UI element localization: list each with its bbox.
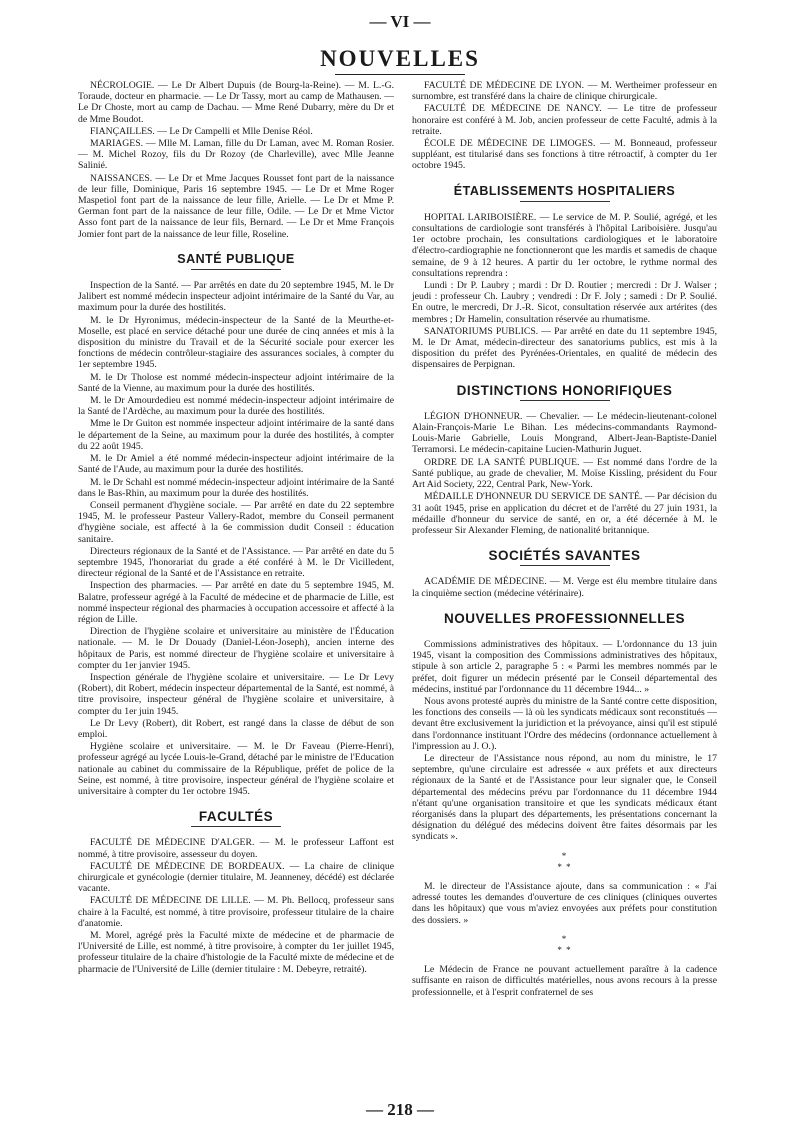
etablissement-paragraph: SANATORIUMS PUBLICS. — Par arrêté en date du 11 septembre 1945, M. le Dr Amat, médecin-directeur des sanatoriums publics, est mis à la disposition du préfet des Pyrénées-Orientales, en qualité de médecin des dispensaires de Perpignan.: [412, 325, 717, 371]
societe-paragraph: ACADÉMIE DE MÉDECINE. — M. Verge est élu membre titulaire dans la cinquième section (médecine vétérinaire).: [412, 576, 717, 599]
faculte-paragraph: FACULTÉ DE MÉDECINE DE NANCY. — Le titre de professeur honoraire est conféré à M. Job, ancien professeur de cette Faculté, admis à la retraite.: [412, 103, 717, 137]
faculte-paragraph: FACULTÉ DE MÉDECINE D'ALGER. — M. le professeur Laffont est nommé, à titre provisoire, assesseur du doyen.: [78, 837, 394, 860]
sante-paragraph: Hygiène scolaire et universitaire. — M. le Dr Faveau (Pierre-Henri), professeur agrégé au lycée Louis-le-Grand, détaché par le ministre de l'Education nationale au cabinet du commissaire de la République, préfet de police de la Seine, est nommé, à titre provisoire, inspecteur général de l'hygiène scolaire et universitaire à compter du 1er octobre 1945.: [78, 741, 394, 797]
sante-paragraph: Inspection de la Santé. — Par arrêtés en date du 20 septembre 1945, M. le Dr Jalibert est nommé médecin inspecteur adjoint intérimaire de la Santé du Var, au maximum pour la durée des hostilités.: [78, 280, 394, 314]
sante-paragraph: M. le Dr Schahl est nommé médecin-inspecteur adjoint intérimaire de la Santé dans le Bas-Rhin, au maximum pour la durée des hostilités.: [78, 476, 394, 499]
distinction-paragraph: LÉGION D'HONNEUR. — Chevalier. — Le médecin-lieutenant-colonel Alain-François-Marie Le Bihan. Les médecins-commandants Raymond-Louis-Marie Gabrielle, Louis Mongrand, Albert-Jean-Baptiste-Daniel Terramorsi. Le médecin-capitaine Lucien-Mathurin Juguet.: [412, 410, 717, 456]
section-rule: [520, 201, 610, 202]
sante-paragraph: M. le Dr Hyronimus, médecin-inspecteur de la Santé de la Meurthe-et-Moselle, est placé en service détaché pour une durée de cinq années et mis à la disposition du ministre du Travail et de la Sécurité sociale pour exercer les fonctions de médecin contrôleur-stagiaire des assurances sociales, à compter du 1er septembre 1945.: [78, 314, 394, 371]
left-column: [78, 80, 394, 976]
professionnelle-paragraph: M. le directeur de l'Assistance ajoute, dans sa communication : « J'ai adressé toutes les demandes d'ouverture de ces cliniques (cliniques ouvertes dans les hôpitaux) que vous m'aviez envoyées aux préfets pour constitution des dossiers. »: [412, 880, 717, 926]
section-rule: [520, 628, 610, 629]
distinction-paragraph: ORDRE DE LA SANTÉ PUBLIQUE. — Est nommé dans l'ordre de la Santé publique, au grade de chevalier, M. Moïse Kissling, président du Four Art Aid Society, 222, Central Park, New-York.: [412, 456, 717, 491]
section-rule: [191, 826, 281, 827]
professionnelle-paragraph: Nous avons protesté auprès du ministre de la Santé contre cette disposition, les fonctions des conseils — là où les syndicats médicaux sont reconstitués — devant être exclusivement la juridiction et la prévoyance, ainsi qu'il est stipulé dans l'ordonnance instituant l'Ordre des médecins (ordonnance actuellement à l'impression au J. O.).: [412, 695, 717, 752]
etablissement-paragraph: HOPITAL LARIBOISIÈRE. — Le service de M. P. Soulié, agrégé, et les consultations de cardiologie sont transférés à l'hôpital Lariboisière. Jusqu'au 1er octobre prochain, les consultations cardiologiques et le laboratoire d'électro-cardiographie ne fonctionneront que les mardis et samedis de chaque semaine, de 9 à 12 heures. A partir du 1er octobre, le rythme normal des consultations reprendra :: [412, 211, 717, 279]
faculte-paragraph: FACULTÉ DE MÉDECINE DE LYON. — M. Wertheimer professeur en surnombre, est transféré dans la chaire de clinique chirurgicale.: [412, 80, 717, 103]
sante-paragraph: M. le Dr Amourdedieu est nommé médecin-inspecteur adjoint intérimaire de la Santé de l'Ardèche, au maximum pour la durée des hostilités.: [78, 395, 394, 418]
facultes-heading: FACULTÉS: [198, 809, 274, 825]
distinction-paragraph: MÉDAILLE D'HONNEUR DU SERVICE DE SANTÉ. — Par décision du 31 août 1945, prise en application du décret et de l'arrêté du 27 juin 1931, la médaille d'honneur du service de santé, en or, a été décernée à M. le professeur Sir Alexander Fleming, de nationalité britannique.: [412, 491, 717, 536]
mariages-paragraph: MARIAGES. — Mlle M. Laman, fille du Dr Laman, avec M. Roman Rosier. — M. Michel Rozoy, fils du Dr Rozoy (de Charleville), avec Mlle Jeanne Salinié.: [78, 138, 394, 172]
professionnelle-paragraph: Le directeur de l'Assistance nous répond, au nom du ministre, le 17 septembre, qu'une circulaire est adressée « aux préfets et aux directeurs régionaux de la Santé et de l'Assistance pour leur signaler que, le Conseil départemental des médecins prévu par l'ordonnance du 11 décembre 1944 n'étant qu'une organisation transitoire et que les syndicats médicaux étant réorganisés dans la plupart des départements, les présentations concernant la désignation du délégué des médecins doivent être faites désormais par les syndicats ».: [412, 752, 717, 843]
necrologie-paragraph: NÉCROLOGIE. — Le Dr Albert Dupuis (de Bourg-la-Reine). — M. L.-G. Toraude, docteur en pharmacie. — Le Dr Tassy, mort au camp de Mathausen. — Le Dr Choste, mort au camp de Dachau. — Mme René Dubarry, mère du Dr et de Mme Boudot.: [78, 80, 394, 125]
page-number: — 218 —: [366, 1100, 434, 1119]
section-rule: [191, 269, 281, 270]
page-roman-numeral: — VI —: [369, 12, 431, 31]
asterism-separator: * * *: [557, 850, 572, 872]
asterism-separator: * * *: [557, 933, 572, 955]
sante-paragraph: Directeurs régionaux de la Santé et de l'Assistance. — Par arrêté en date du 5 septembre 1945, l'honorariat du grade a été conféré à M. le Dr Vicilledent, directeur régional de la Santé et de l'Assistance en retraite.: [78, 545, 394, 580]
sante-paragraph: Inspection des pharmacies. — Par arrêté en date du 5 septembre 1945, M. Balatre, professeur agrégé à la Faculté de médecine et de pharmacie de Lille, est nommé inspecteur régional des pharmacies à occupation accessoire et affecté à la région de Lille.: [78, 580, 394, 625]
etablissements-heading: ÉTABLISSEMENTS HOSPITALIERS: [453, 183, 676, 198]
right-column: [412, 80, 717, 999]
sante-paragraph: Direction de l'hygiène scolaire et universitaire au ministère de l'Éducation nationale. — M. le Dr Douady (Daniel-Léon-Joseph), ancien interne des hôpitaux de Paris, est nommé directeur de l'hygiène scolaire et universitaire à compter du 1er janvier 1945.: [78, 626, 394, 671]
sante-paragraph: M. le Dr Tholose est nommé médecin-inspecteur adjoint intérimaire de la Santé de la Vienne, au maximum pour la durée des hostilités.: [78, 371, 394, 394]
page-title: NOUVELLES: [320, 46, 480, 71]
nouvelles-professionnelles-heading: NOUVELLES PROFESSIONNELLES: [443, 610, 686, 626]
title-rule: [335, 74, 465, 75]
professionnelle-paragraph: Le Médecin de France ne pouvant actuellement paraître à la cadence suffisante en raison de difficultés matérielles, nous avons recours à la presse professionnelle, et à l'esprit confraternel de ses: [412, 964, 717, 998]
faculte-paragraph: FACULTÉ DE MÉDECINE DE BORDEAUX. — La chaire de clinique chirurgicale et gynécologie (dernier titulaire, M. Jeanneney, décédé) est déclarée vacante.: [78, 860, 394, 895]
fiancailles-paragraph: FIANÇAILLES. — Le Dr Campelli et Mlle Denise Réol.: [90, 125, 313, 137]
societes-heading: SOCIÉTÉS SAVANTES: [488, 548, 641, 564]
professionnelle-paragraph: Commissions administratives des hôpitaux. — L'ordonnance du 13 juin 1945, visant la composition des Commissions administratives des hôpitaux, stipule à son article 2, paragraphe 5 : « Parmi les membres nommés par le préfet, doit figurer un médecin présenté par le Conseil départemental des médecins, institué par l'ordonnance du 11 décembre 1944... »: [412, 638, 717, 695]
naissances-paragraph: NAISSANCES. — Le Dr et Mme Jacques Rousset font part de la naissance de leur fille, Dominique, Paris 16 septembre 1945. — Le Dr et Mme Roger Maspetiol font part de la naissance de leur fille, Arielle. — Le Dr et Mme P. German font part de la naissance de leur fille, Odile. — Le Dr et Mme Victor Asso font part de la naissance de leur fils, Bernard. — Le Dr et Mme François Jomier font part de la naissance de leur fille, Roseline.: [78, 172, 394, 240]
sante-paragraph: Inspection générale de l'hygiène scolaire et universitaire. — Le Dr Levy (Robert), dit Robert, médecin inspecteur départemental de la Santé, est nommé, à titre provisoire, inspecteur général de l'hygiène scolaire et universitaire, à compter du 1er juin 1945.: [78, 671, 394, 717]
distinctions-heading: DISTINCTIONS HONORIFIQUES: [456, 382, 673, 398]
section-rule: [520, 565, 610, 566]
sante-paragraph: Conseil permanent d'hygiène sociale. — Par arrêté en date du 22 septembre 1945, M. le professeur Pasteur Vallery-Radot, membre du Conseil permanent d'hygiène sociale, est affecté à la 6e commission dudit Conseil : éducation sanitaire.: [78, 499, 394, 545]
sante-paragraph: Le Dr Levy (Robert), dit Robert, est rangé dans la classe de début de son emploi.: [78, 717, 394, 740]
sante-publique-heading: SANTÉ PUBLIQUE: [177, 251, 295, 266]
faculte-paragraph: FACULTÉ DE MÉDECINE DE LILLE. — M. Ph. Bellocq, professeur sans chaire à la Faculté, est nommé, à titre provisoire, professeur titulaire de la chaire d'anatomie.: [78, 895, 394, 929]
section-rule: [520, 400, 610, 401]
etablissement-paragraph: Lundi : Dr P. Laubry ; mardi : Dr D. Routier ; mercredi : Dr J. Walser ; jeudi : professeur Ch. Laubry ; vendredi : Dr F. Joly ; samedi : Dr P. Soulié. En outre, le mercredi, Dr J.-R. Sicot, consultation réservée aux artérites (des membres ; Dr Hamelin, consultation réservée au rhumatisme.: [412, 280, 717, 325]
sante-paragraph: Mme le Dr Guiton est nommée inspecteur adjoint intérimaire de la santé dans le département de la Seine, au maximum pour la durée des hostilités, à compter du 22 août 1945.: [78, 418, 394, 452]
sante-paragraph: M. le Dr Amiel a été nommé médecin-inspecteur adjoint intérimaire de la Santé de l'Aude, au maximum pour la durée des hostilités.: [78, 453, 394, 476]
faculte-paragraph: ÉCOLE DE MÉDECINE DE LIMOGES. — M. Bonneaud, professeur suppléant, est titularisé dans ses fonctions à titre rétroactif, à compter du 1er octobre 1945.: [412, 138, 717, 172]
faculte-paragraph: M. Morel, agrégé près la Faculté mixte de médecine et de pharmacie de l'Université de Lille, est nommé, à titre provisoire, à compter du 1er juillet 1945, professeur titulaire de la chaire d'histologie de la Faculté mixte de médecine et de pharmacie de l'Université de Lille (dernier titulaire : M. Debeyre, retraité).: [78, 930, 394, 975]
